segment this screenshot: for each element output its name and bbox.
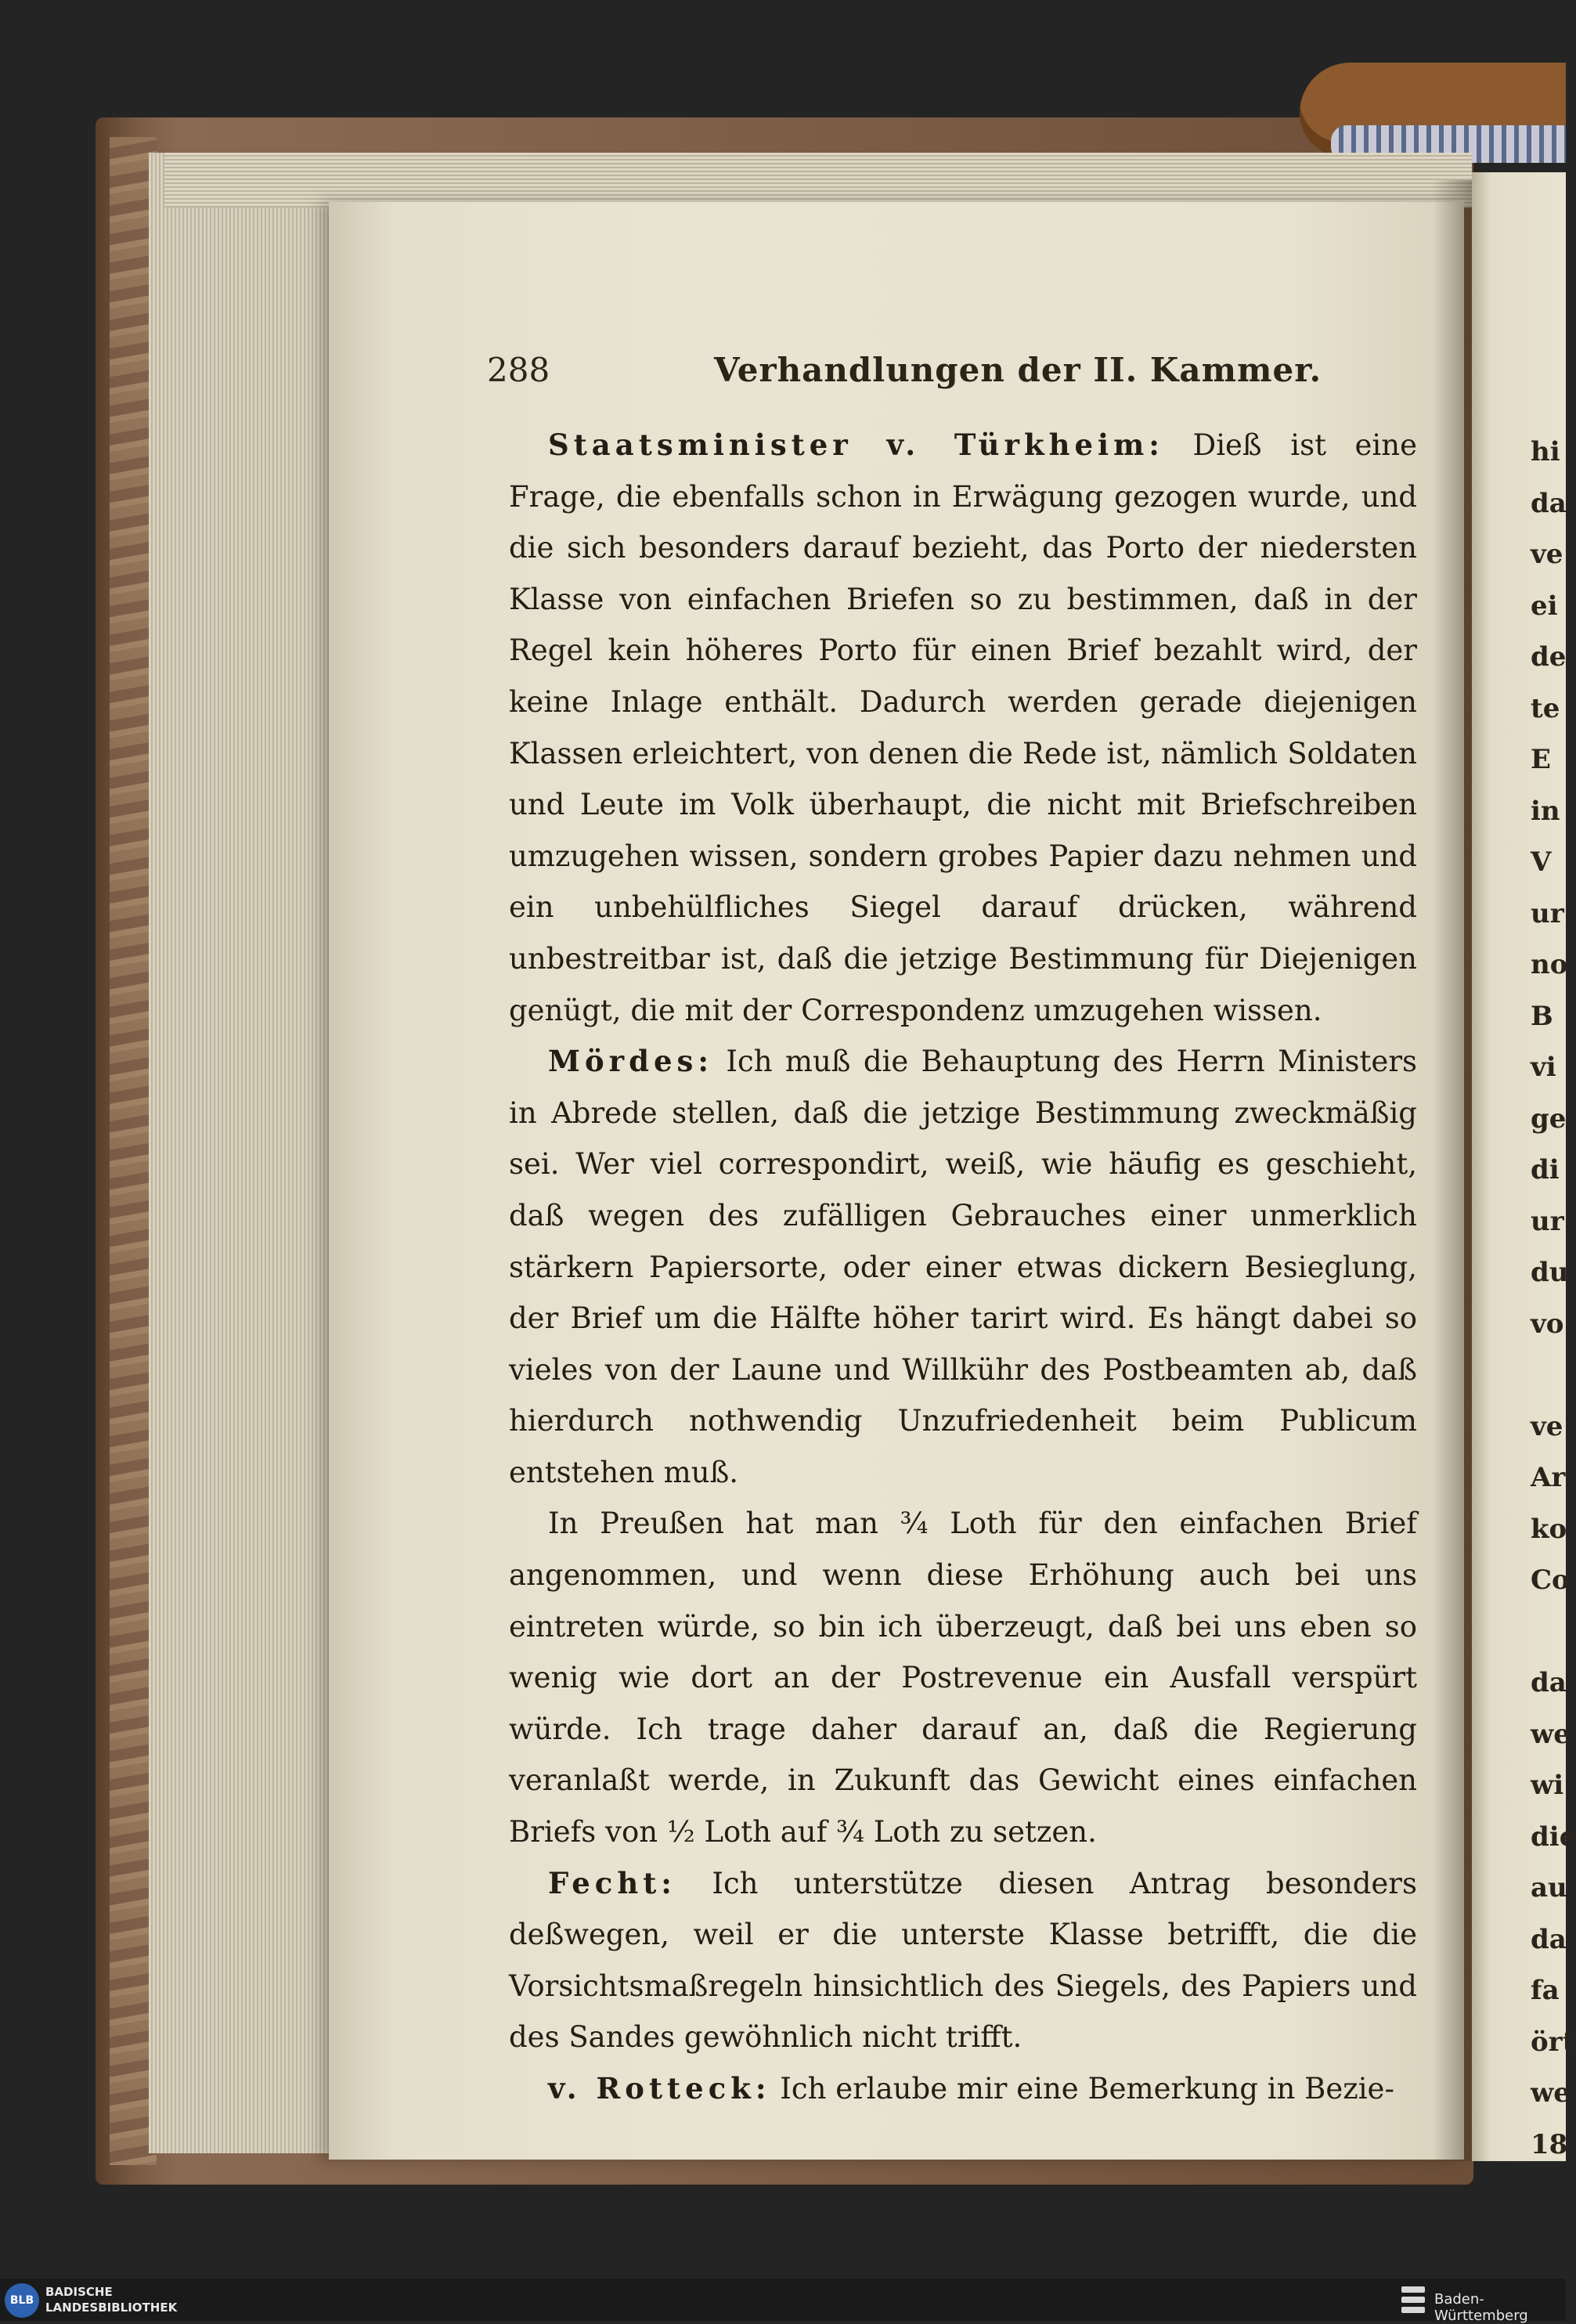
page-edges-left — [149, 153, 344, 2153]
facing-page-fragment: te — [1531, 692, 1560, 724]
paragraph — [509, 1036, 1417, 1498]
library-name-line1: BADISCHE — [45, 2285, 113, 2299]
facing-page-fragment: Ar — [1531, 1462, 1566, 1493]
facing-page-fragment: no — [1531, 949, 1568, 980]
paragraph — [509, 1858, 1417, 2063]
paragraph-text: Ich unterstütze diesen Antrag besonders deßwegen, weil er die unterste Klasse betrifft, die die Vorsichtsmaßregeln hinsichtlich des Siegels, des Papiers und des Sandes gewöhnlich nicht trifft. — [509, 1866, 1417, 2055]
page-number: 288 — [487, 351, 550, 389]
facing-page-fragment: E — [1531, 744, 1551, 775]
facing-page-fragment: hi — [1531, 436, 1560, 467]
facing-page-fragment: ört — [1531, 2026, 1575, 2058]
baden-wuerttemberg-label[interactable]: Baden-Württemberg — [1434, 2291, 1528, 2324]
library-name-line2: LANDESBIBLIOTHEK — [45, 2301, 178, 2315]
running-head: Verhandlungen der II. Kammer. — [714, 351, 1322, 389]
facing-page-fragment: du — [1531, 1257, 1569, 1288]
paragraph-text: Ich erlaube mir eine Bemerkung in Bezie- — [770, 2072, 1394, 2106]
facing-page-fragment: ei — [1531, 590, 1558, 622]
facing-page-fragment: die — [1531, 1821, 1576, 1853]
facing-page-fragment: da — [1531, 487, 1567, 519]
paragraph — [509, 1498, 1417, 1857]
facing-page-fragment: we — [1531, 2077, 1571, 2109]
facing-page-fragment: ve — [1531, 539, 1563, 570]
facing-page-fragment: ve — [1531, 1410, 1563, 1442]
facing-page-fragment: vi — [1531, 1052, 1556, 1083]
facing-page-fragment: wi — [1531, 1770, 1564, 1801]
facing-page-fragment: au — [1531, 1872, 1567, 1904]
facing-page-fragment: ko — [1531, 1513, 1567, 1545]
baden-wuerttemberg-icon — [1401, 2286, 1425, 2313]
footer-bar — [0, 2279, 1566, 2321]
facing-page-fragment: da — [1531, 1667, 1567, 1698]
facing-page-fragment: B — [1531, 1000, 1553, 1032]
facing-page-fragment: da — [1531, 1923, 1567, 1955]
facing-page-fragment — [1531, 1350, 1566, 1402]
facing-page-fragment: in — [1531, 795, 1560, 827]
facing-page-fragment — [1531, 1607, 1566, 1658]
speaker-name: v. Rotteck: — [548, 2071, 771, 2106]
blb-logo[interactable]: BLB — [5, 2283, 39, 2318]
facing-page-fragment: vo — [1531, 1308, 1564, 1340]
facing-page-fragment: de — [1531, 641, 1567, 673]
facing-page-fragment: fa — [1531, 1975, 1560, 2006]
library-name[interactable] — [45, 2284, 177, 2315]
paragraph-text: Ich muß die Behauptung des Herrn Ministers in Abrede stellen, daß die jetzige Bestimmung zweckmäßig sei. Wer viel correspondirt, weiß, wie häufig es geschieht, daß wegen des zufälligen Gebrauches einer unmerklich stärkern Papiersorte, oder einer etwas dickern Besieglung, der Brief um die Hälfte höher tarirt wird. Es hängt dabei so vieles von der Laune und Willkühr des Postbeamten ab, daß hierdurch nothwendig Unzufriedenheit beim Publicum entstehen muß. — [509, 1045, 1417, 1489]
facing-page-fragment: ge — [1531, 1102, 1567, 1135]
speaker-name: Mördes: — [548, 1044, 714, 1079]
paragraph-text: Dieß ist eine Frage, die ebenfalls schon in Erwägung gezogen wurde, und die sich besonders darauf bezieht, das Porto der niedersten Klasse von einfachen Briefen so zu bestimmen, daß in der Regel kein höheres Porto für einen Brief bezahlt wird, der keine Inlage enthält. Dadurch werden gerade diejenigen Klassen erleichtert, von denen die Rede ist, nämlich Soldaten und Leute im Volk überhaupt, die nicht mit Briefschreiben umzugehen wissen, sondern grobes Papier dazu nehmen und ein unbehülfliches Siegel darauf drücken, während unbestreitbar ist, daß die jetzige Bestimmung für Diejenigen genügt, die mit der Correspondenz umzugehen wissen. — [509, 428, 1417, 1027]
page-header — [487, 351, 1395, 398]
paragraph-text: In Preußen hat man ¾ Loth für den einfachen Brief angenommen, und wenn diese Erhöhung auch bei uns eintreten würde, so bin ich überzeugt, daß bei uns eben so wenig wie dort an der Postrevenue ein Ausfall verspürt würde. Ich trage daher darauf an, daß die Regierung veranlaßt werde, in Zukunft das Gewicht eines einfachen Briefs von ½ Loth auf ¾ Loth zu setzen. — [509, 1507, 1417, 1849]
facing-page-fragment: ur — [1531, 1205, 1564, 1237]
facing-page-fragment: di — [1531, 1154, 1560, 1185]
paragraph — [509, 2063, 1417, 2115]
facing-page-text — [1531, 427, 1576, 2171]
speaker-name: Fecht: — [548, 1865, 676, 1900]
facing-page-fragment: V — [1531, 846, 1552, 878]
speaker-name: Staatsminister v. Türkheim: — [548, 428, 1164, 462]
facing-page-fragment: Co — [1531, 1564, 1570, 1596]
gutter-shadow — [1433, 180, 1472, 2161]
paragraph — [509, 420, 1417, 1036]
facing-page-fragment: ur — [1531, 897, 1564, 929]
facing-page-fragment: we — [1531, 1718, 1571, 1750]
facing-page-fragment: 18 — [1531, 2128, 1568, 2160]
body-text — [509, 420, 1417, 2115]
page-edges-top — [164, 153, 1472, 208]
